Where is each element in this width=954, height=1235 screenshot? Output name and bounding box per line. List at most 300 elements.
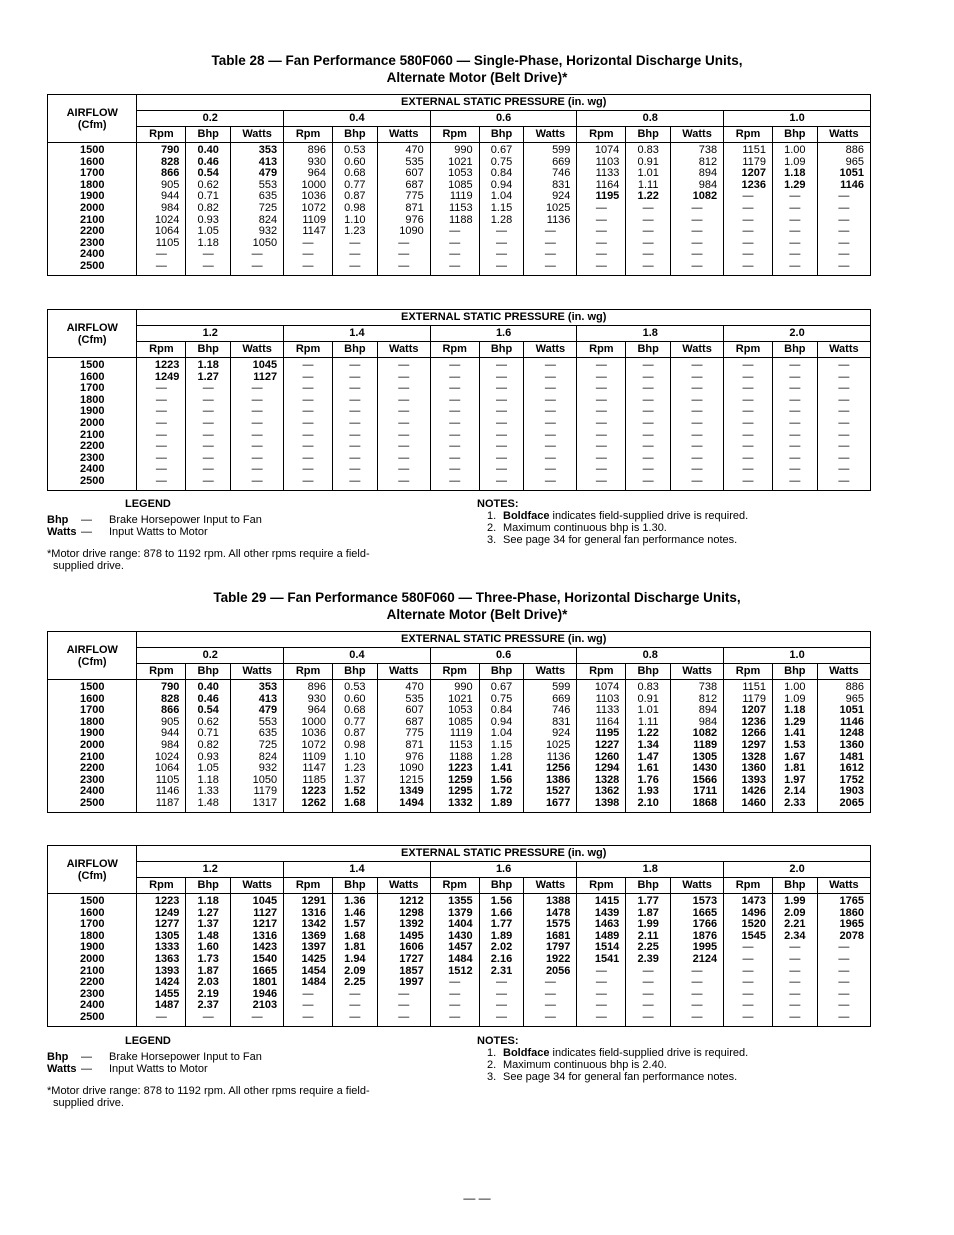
table-cell: —	[155, 428, 167, 441]
table-cell: 1215	[399, 773, 424, 786]
table-cell: —	[595, 248, 607, 261]
table-cell: —	[742, 987, 754, 1000]
table-cell: —	[642, 1010, 654, 1023]
table-cell: —	[544, 416, 556, 429]
bhp-header: Bhp	[772, 342, 817, 358]
table-cell: 1259	[448, 773, 473, 786]
table-cell: —	[349, 428, 361, 441]
table-cell: 1256	[545, 762, 571, 775]
table-cell: 2.33	[784, 796, 806, 809]
table-cell: —	[398, 451, 410, 464]
table-cell: 1.22	[637, 727, 659, 740]
table-cell: 1297	[741, 738, 766, 751]
table-cell: —	[449, 393, 461, 406]
watts-header: Watts	[231, 878, 284, 894]
table-cell: —	[155, 474, 167, 487]
watts-column	[671, 143, 724, 276]
table-cell: —	[789, 393, 801, 406]
table-cell: 1460	[741, 796, 766, 809]
airflow-value: 2200	[79, 225, 105, 238]
table-cell: 1305	[154, 929, 180, 942]
table-cell: 1.15	[490, 738, 513, 751]
table-cell: —	[595, 474, 607, 487]
table-cell: 871	[405, 201, 424, 214]
table-cell: —	[496, 474, 508, 487]
note-1: 1. Boldface indicates field-supplied drive is required.	[487, 510, 749, 522]
table-cell: 1332	[448, 796, 473, 809]
table-cell: —	[302, 393, 314, 406]
table-cell: —	[595, 359, 607, 371]
table-cell: 1085	[448, 715, 473, 728]
table-cell: 1.66	[490, 906, 513, 919]
table-cell: 1.60	[197, 941, 219, 954]
table-cell: —	[544, 359, 556, 371]
table-cell: 1.00	[784, 144, 806, 156]
watts-header: Watts	[817, 878, 870, 894]
table-cell: 1.10	[344, 750, 366, 763]
table-cell: 1260	[594, 750, 620, 763]
table-cell: —	[742, 393, 754, 406]
airflow-header: AIRFLOW (Cfm)	[48, 310, 137, 358]
table-cell: 1151	[742, 681, 766, 693]
table-cell: 1454	[301, 964, 326, 977]
airflow-value: 1700	[79, 918, 105, 931]
bhp-column	[772, 680, 817, 813]
airflow-value: 2500	[79, 474, 105, 487]
table-cell: —	[544, 987, 556, 1000]
note-3: 3. See page 34 for general fan performance notes.	[487, 534, 738, 546]
legend-heading: LEGEND	[125, 1035, 171, 1047]
table-cell: 1.99	[784, 895, 806, 907]
table-cell: 0.67	[490, 681, 513, 693]
table-cell: 1179	[253, 785, 278, 798]
watts-header: Watts	[377, 127, 430, 143]
table-cell: 1064	[154, 762, 180, 775]
table-cell: —	[789, 474, 801, 487]
table-cell: —	[838, 359, 850, 371]
table-cell: —	[691, 393, 703, 406]
table-cell: —	[691, 248, 703, 261]
rpm-header: Rpm	[137, 664, 186, 680]
table-cell: 2.21	[784, 918, 806, 931]
table-cell: —	[838, 190, 850, 203]
table-cell: 725	[258, 738, 278, 751]
airflow-value: 1800	[79, 715, 105, 728]
table-cell: 1328	[594, 773, 620, 786]
table-cell: 1109	[302, 750, 326, 763]
table-cell: —	[398, 405, 410, 418]
table-cell: —	[202, 382, 214, 395]
airflow-value: 1800	[79, 929, 105, 942]
table-cell: 1.97	[784, 773, 806, 786]
table-cell: 1072	[301, 738, 326, 751]
table-cell: 984	[160, 738, 180, 751]
table-cell: —	[742, 236, 754, 249]
table-cell: —	[302, 370, 314, 383]
bhp-header: Bhp	[626, 664, 671, 680]
table-cell: 1.18	[197, 359, 219, 371]
motor-footnote: *Motor drive range: 878 to 1192 rpm. All other rpms require a field-	[47, 1085, 370, 1097]
table-cell: —	[251, 428, 263, 441]
table-cell: 1566	[692, 773, 718, 786]
motor-footnote-cont: supplied drive.	[53, 560, 124, 572]
watts-column	[231, 894, 284, 1027]
table-cell: 1.52	[344, 785, 366, 798]
table-cell: 1277	[154, 918, 180, 931]
table-cell: 413	[258, 692, 278, 705]
table-cell: —	[789, 987, 801, 1000]
table-cell: —	[449, 440, 461, 453]
bhp-header: Bhp	[772, 664, 817, 680]
table-cell: 0.54	[197, 704, 219, 717]
table-cell: —	[838, 428, 850, 441]
bhp-header: Bhp	[479, 878, 524, 894]
table-cell: 0.77	[344, 178, 366, 191]
table-cell: —	[595, 440, 607, 453]
table-cell: 1050	[252, 236, 278, 249]
watts-column	[231, 358, 284, 491]
bhp-column	[626, 894, 671, 1027]
rpm-header: Rpm	[577, 878, 626, 894]
table-cell: 1164	[595, 178, 620, 191]
table-cell: 1946	[252, 987, 278, 1000]
bhp-column	[333, 894, 378, 1027]
table-cell: —	[642, 964, 654, 977]
table-cell: 1541	[594, 952, 620, 965]
table-cell: 1249	[154, 370, 180, 383]
table-cell: —	[742, 213, 754, 226]
table-cell: —	[691, 225, 703, 238]
watts-header: Watts	[671, 127, 724, 143]
table-cell: —	[155, 405, 167, 418]
table-cell: —	[302, 440, 314, 453]
table-cell: 1665	[252, 964, 278, 977]
airflow-value: 2400	[79, 463, 105, 476]
table-cell: —	[789, 236, 801, 249]
table-cell: 1103	[595, 155, 620, 168]
table-cell: 1.76	[637, 773, 659, 786]
table-cell: —	[595, 382, 607, 395]
table-cell: 1540	[252, 952, 278, 965]
table-cell: 0.60	[344, 692, 366, 705]
table-cell: 1.81	[344, 941, 366, 954]
table-cell: 1316	[301, 906, 326, 919]
table-cell: 1496	[741, 906, 766, 919]
table-cell: —	[302, 359, 314, 371]
pressure-header: 0.4	[284, 111, 431, 127]
table-cell: 0.46	[197, 155, 219, 168]
table-cell: 1.47	[637, 750, 659, 763]
table-cell: 1.28	[490, 213, 513, 226]
table-cell: 2.31	[490, 964, 513, 977]
table-cell: —	[595, 451, 607, 464]
rpm-header: Rpm	[577, 127, 626, 143]
table-cell: —	[838, 213, 850, 226]
table-cell: —	[544, 463, 556, 476]
airflow-header: AIRFLOW (Cfm)	[48, 95, 137, 143]
airflow-value: 2200	[79, 976, 105, 989]
table-cell: 607	[405, 704, 424, 717]
table-cell: 0.98	[344, 738, 366, 751]
watts-header: Watts	[231, 664, 284, 680]
table-cell: —	[544, 451, 556, 464]
table-cell: 1.61	[637, 762, 659, 775]
table-28-title: Table 28 — Fan Performance 580F060 — Single-Phase, Horizontal Discharge Units, Alternate Motor (Belt Drive)*	[211, 53, 743, 85]
table-cell: —	[642, 236, 654, 249]
table-cell: —	[302, 987, 314, 1000]
table-cell: —	[155, 393, 167, 406]
table-cell: —	[496, 416, 508, 429]
bhp-column	[186, 143, 231, 276]
watts-column	[231, 680, 284, 813]
rpm-column	[724, 894, 773, 1027]
table-cell: 1379	[448, 906, 473, 919]
table-cell: 824	[258, 213, 278, 226]
table-cell: 669	[552, 155, 571, 168]
table-cell: —	[691, 259, 703, 272]
table-cell: 1000	[301, 178, 326, 191]
table-cell: —	[202, 463, 214, 476]
watts-header: Watts	[524, 664, 577, 680]
bhp-header: Bhp	[479, 342, 524, 358]
table-cell: —	[496, 393, 508, 406]
airflow-value: 1500	[79, 681, 105, 693]
table-cell: —	[742, 428, 754, 441]
notes-28: NOTES: 1. Boldface indicates field-supplied drive is required. 2. Maximum continuous bhp is 1.30. 3. See page 34 for general fan performance notes.	[477, 498, 877, 546]
table-cell: 2.25	[344, 976, 366, 989]
rpm-column	[724, 358, 773, 491]
table-cell: —	[691, 359, 703, 371]
table-cell: 669	[552, 692, 571, 705]
motor-footnote: *Motor drive range: 878 to 1192 rpm. All other rpms require a field-	[47, 548, 370, 560]
airflow-value: 1500	[79, 144, 105, 156]
table-cell: 1606	[399, 941, 424, 954]
airflow-value: 2400	[79, 248, 105, 261]
table-cell: 2.19	[197, 987, 219, 1000]
table-cell: 1133	[595, 704, 620, 717]
table-cell: 1369	[301, 929, 326, 942]
table-cell: 1212	[399, 895, 424, 907]
table-cell: 1362	[594, 785, 620, 798]
table-cell: 0.68	[344, 167, 366, 180]
notes-29: NOTES: 1. Boldface indicates field-supplied drive is required. 2. Maximum continuous bhp is 2.40. 3. See page 34 for general fan performance notes.	[477, 1035, 877, 1083]
watts-header: Watts	[231, 342, 284, 358]
table-cell: 1388	[545, 895, 571, 907]
table-cell: 1.11	[637, 715, 659, 728]
table-cell: 924	[552, 727, 571, 740]
table-cell: 1053	[448, 167, 473, 180]
table-cell: —	[742, 248, 754, 261]
airflow-value: 1900	[79, 190, 105, 203]
table-cell: —	[398, 987, 410, 1000]
table-cell: —	[302, 416, 314, 429]
table-cell: —	[789, 999, 801, 1012]
airflow-value: 1600	[79, 692, 105, 705]
table-cell: —	[496, 359, 508, 371]
rpm-header: Rpm	[724, 342, 773, 358]
table-29-title: Table 29 — Fan Performance 580F060 — Three-Phase, Horizontal Discharge Units, Alternate Motor (Belt Drive)*	[213, 590, 741, 622]
table-cell: 1.41	[784, 727, 806, 740]
table-cell: —	[302, 428, 314, 441]
table-cell: —	[398, 370, 410, 383]
rpm-header: Rpm	[137, 127, 186, 143]
table-cell: —	[449, 474, 461, 487]
table-cell: 965	[845, 155, 864, 168]
table-cell: 0.46	[197, 692, 219, 705]
table-cell: 1223	[154, 895, 180, 907]
watts-column	[671, 894, 724, 1027]
table-cell: 886	[845, 681, 864, 693]
table-cell: 1051	[839, 704, 864, 717]
table-cell: —	[449, 405, 461, 418]
watts-header: Watts	[377, 878, 430, 894]
table-cell: —	[642, 474, 654, 487]
table-cell: 1025	[545, 201, 571, 214]
table-cell: —	[838, 393, 850, 406]
table-cell: 828	[160, 692, 180, 705]
pressure-header: 0.6	[430, 111, 577, 127]
table-cell: 1.87	[197, 964, 219, 977]
table-cell: 871	[405, 738, 424, 751]
table-cell: —	[449, 976, 461, 989]
table-cell: 964	[307, 704, 326, 717]
legend-watts: Watts — Input Watts to Motor	[47, 526, 208, 538]
table-cell: —	[742, 370, 754, 383]
bhp-column	[626, 358, 671, 491]
table-body-row	[48, 894, 871, 1027]
table-cell: 1484	[448, 952, 473, 965]
airflow-value: 1900	[79, 405, 105, 418]
table-cell: 1147	[302, 225, 326, 238]
table-cell: —	[789, 382, 801, 395]
table-cell: 2065	[839, 796, 864, 809]
table-cell: —	[302, 382, 314, 395]
table-cell: —	[544, 248, 556, 261]
bhp-column	[186, 894, 231, 1027]
airflow-value: 1700	[79, 382, 105, 395]
table-cell: 1.23	[344, 762, 366, 775]
watts-column	[524, 358, 577, 491]
airflow-column	[48, 894, 137, 1027]
rpm-column	[724, 143, 773, 276]
table-cell: —	[642, 976, 654, 989]
bhp-header: Bhp	[186, 664, 231, 680]
table-cell: —	[398, 474, 410, 487]
note-2: 2. Maximum continuous bhp is 1.30.	[487, 522, 667, 534]
table-cell: 1189	[693, 738, 718, 751]
table-cell: 1.09	[784, 155, 806, 168]
table-cell: —	[544, 405, 556, 418]
rpm-header: Rpm	[284, 664, 333, 680]
table-cell: —	[789, 405, 801, 418]
rpm-header: Rpm	[430, 878, 479, 894]
table-cell: 1392	[399, 918, 424, 931]
table-cell: 1.05	[197, 762, 219, 775]
table-cell: —	[349, 474, 361, 487]
table-cell: 2.02	[490, 941, 513, 954]
table-cell: 1.04	[490, 190, 513, 203]
table-cell: 824	[258, 750, 278, 763]
table-cell: 1248	[839, 727, 864, 740]
table-cell: 1151	[742, 144, 766, 156]
table-cell: —	[496, 987, 508, 1000]
bhp-header: Bhp	[479, 127, 524, 143]
watts-column	[231, 143, 284, 276]
table-cell: 635	[258, 727, 278, 740]
table-cell: 1.27	[197, 370, 219, 383]
table-cell: 790	[160, 681, 180, 693]
table-cell: —	[595, 236, 607, 249]
table-cell: 896	[307, 681, 326, 693]
airflow-value: 2200	[79, 440, 105, 453]
table-cell: 812	[698, 155, 718, 168]
table-cell: —	[544, 370, 556, 383]
table-cell: 1119	[449, 190, 473, 203]
table-cell: 1298	[399, 906, 424, 919]
table-cell: 1573	[692, 895, 718, 907]
table-cell: 930	[307, 155, 326, 168]
table-cell: —	[742, 405, 754, 418]
table-cell: 984	[698, 715, 718, 728]
pressure-header: 1.6	[430, 326, 577, 342]
airflow-value: 2300	[79, 236, 105, 249]
table-cell: 1.18	[197, 236, 219, 249]
table-cell: 1398	[594, 796, 620, 809]
table-cell: 1223	[448, 762, 473, 775]
table-cell: 1227	[594, 738, 620, 751]
table-cell: —	[742, 1010, 754, 1023]
note-1: 1. Boldface indicates field-supplied drive is required.	[487, 1047, 749, 1059]
table-cell: 1430	[448, 929, 473, 942]
table-cell: 2.10	[637, 796, 659, 809]
table-cell: 1.15	[490, 201, 513, 214]
airflow-column	[48, 143, 137, 276]
table-cell: —	[642, 359, 654, 371]
table-cell: 1.89	[490, 796, 513, 809]
table-cell: 2.09	[784, 906, 806, 919]
table-cell: 905	[160, 178, 180, 191]
table-cell: 2.39	[637, 952, 659, 965]
airflow-value: 2000	[79, 416, 105, 429]
table-cell: —	[742, 416, 754, 429]
table-cell: 1397	[301, 941, 326, 954]
table-cell: 894	[698, 704, 718, 717]
table-cell: —	[789, 190, 801, 203]
table-cell: —	[691, 405, 703, 418]
table-cell: 2.25	[637, 941, 659, 954]
rpm-column	[577, 143, 626, 276]
pressure-header: 1.4	[284, 862, 431, 878]
table-cell: —	[691, 463, 703, 476]
table-cell: 1423	[252, 941, 278, 954]
rpm-header: Rpm	[284, 342, 333, 358]
table-cell: —	[544, 225, 556, 238]
pressure-header: 0.8	[577, 648, 724, 664]
table-cell: 0.84	[490, 167, 513, 180]
table-cell: —	[349, 382, 361, 395]
table-cell: —	[742, 463, 754, 476]
table-cell: 1291	[301, 895, 326, 907]
rpm-column	[577, 680, 626, 813]
table-cell: —	[838, 987, 850, 1000]
rpm-header: Rpm	[284, 127, 333, 143]
table-cell: 831	[552, 715, 571, 728]
table-cell: 1857	[399, 964, 424, 977]
table-cell: 1036	[301, 190, 326, 203]
table-cell: 1463	[594, 918, 620, 931]
airflow-value: 2400	[79, 999, 105, 1012]
table-cell: 1575	[545, 918, 571, 931]
